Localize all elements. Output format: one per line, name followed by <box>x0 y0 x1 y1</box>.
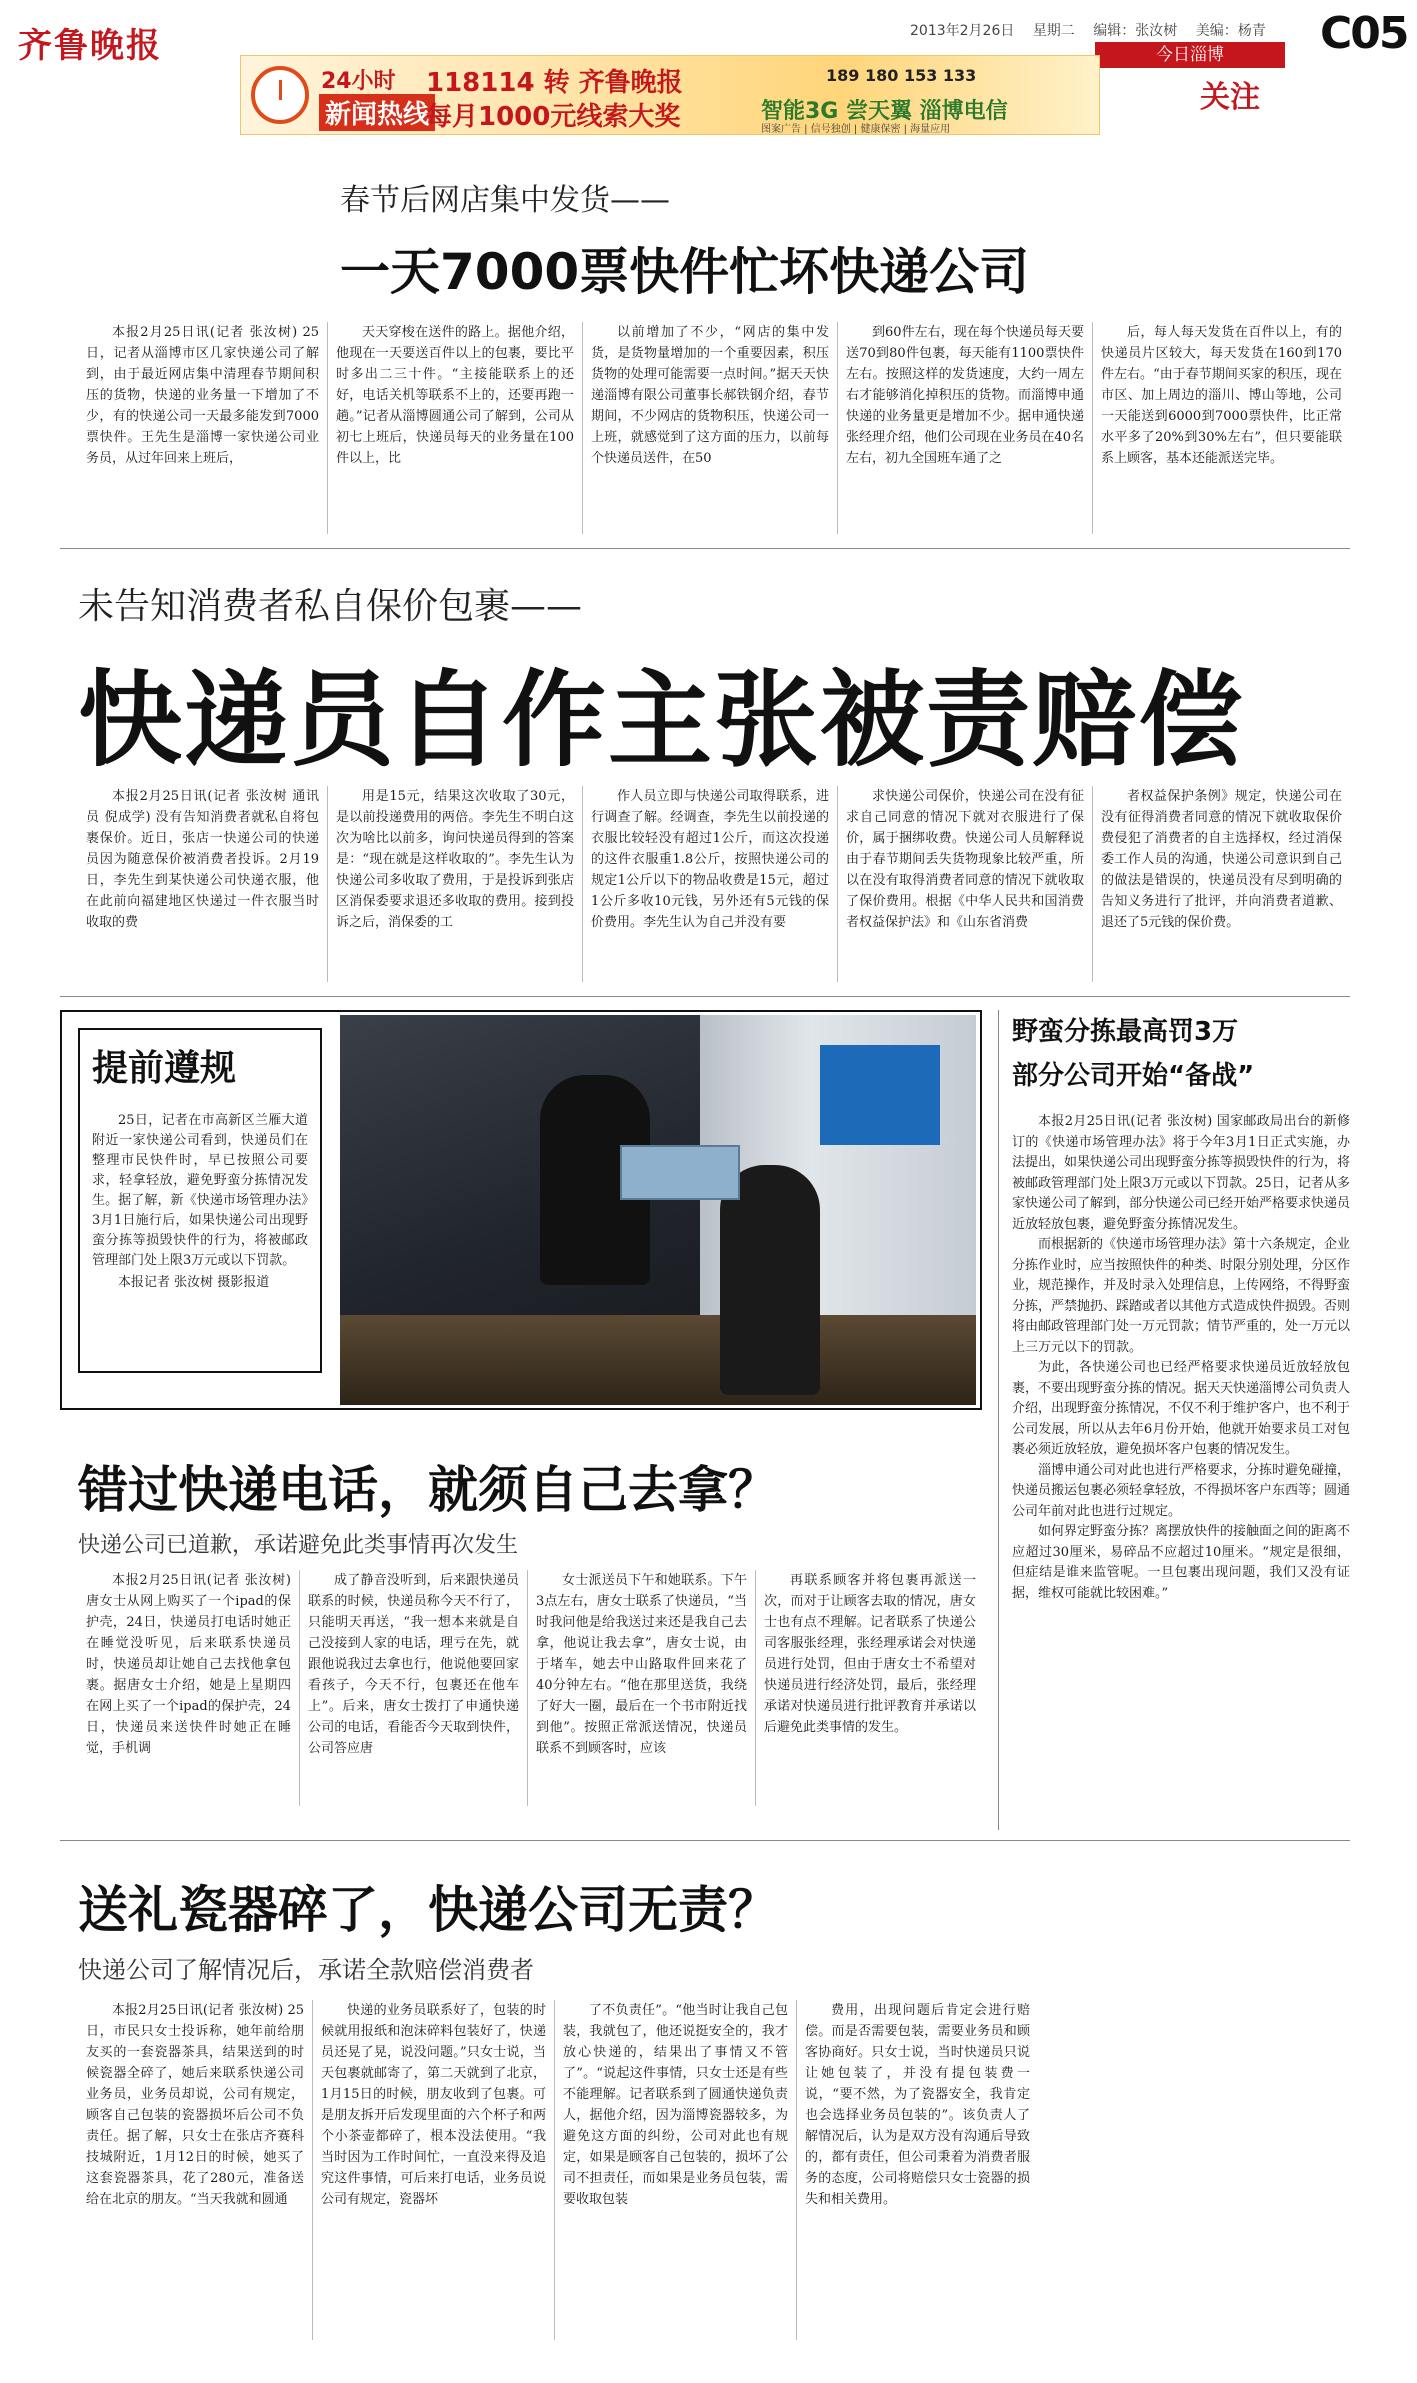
sidebar-paragraph: 如何界定野蛮分拣？离摆放快件的接触面之间的距离不应超过30厘米，易碎品不应超过10厘米。“规定是很细，但症结是谁来监管呢。一旦包裹出现问题，我们又没有证据，维权可能就比较困难。” <box>1012 1524 1351 1601</box>
alarm-clock-icon <box>251 66 309 124</box>
company-sign <box>820 1045 940 1145</box>
article1-column: 后，每人每天发货在百件以上，有的快递员片区较大，每天发货在160到170件左右。“由于春节期间买家的积压，现在市区、加上周边的淄川、博山等地，公司一天能送到6000到7000票快件，比正常水平多了20%到30%左右”，但只要能联系上顾客，基本还能派送完毕。 <box>1101 325 1342 466</box>
issue-date: 2013年2月26日 <box>910 23 1015 39</box>
photo-credit: 本报记者 张汝树 摄影报道 <box>118 1275 270 1290</box>
masthead <box>0 0 1417 135</box>
article1-column: 到60件左右，现在每个快递员每天要送70到80件包裹，每天能有1100票快件左右。按照这样的发货速度，大约一周左右才能够消化掉积压的货物。而淄博申通快递的业务量更是增加不少。据申通快递张经理介绍，他们公司现在业务员在40名左右，初九全国班车通了之 <box>838 322 1093 534</box>
article3-column: 再联系顾客并将包裹再派送一次，而对于让顾客去取的情况，唐女士也有点不理解。记者联系了快递公司客服张经理，张经理承诺会对快递员进行处罚，但由于唐女士不希望对快递员进行经济处罚，最后，张经理承诺对快递员进行批评教育并承诺以后避免此类事情的发生。 <box>764 1573 976 1735</box>
issue-weekday: 星期二 <box>1032 23 1075 39</box>
hotline-phones: 189 180 153 133 <box>826 66 977 85</box>
article3-column: 本报2月25日讯(记者 张汝树) 唐女士从网上购买了一个ipad的保护壳，24日，快递员打电话时她正在睡觉没听见，后来联系快递员时，快递员却让她自己去找他拿包裹。据唐女士介绍，她是上星期四在网上买了一个ipad的保护壳，24日，快递员来送快件时她正在睡觉，手机调 <box>78 1570 300 1806</box>
photo-caption: 25日，记者在市高新区兰雁大道附近一家快递公司看到，快递员们在整理市民快件时，早已按照公司要求，轻拿轻放，避免野蛮分拣情况发生。据了解，新《快递市场管理办法》3月1日施行后，如果快递公司出现野蛮分拣等损毁快件的行为，将被邮政管理部门处上限3万元或以下罚款。 <box>92 1113 308 1268</box>
article4-body <box>78 2000 1038 2340</box>
sidebar-body <box>1012 1112 1350 1604</box>
article1-headline: 一天7000票快件忙坏快递公司 <box>340 243 1030 301</box>
hotline-label-1: 24小时 <box>321 69 396 94</box>
article2-column: 者权益保护条例》规定，快递公司在没有征得消费者同意的情况下就收取保价费侵犯了消费者的自主选择权，经过消保委工作人员的沟通，快递公司意识到自己的做法是错误的，快递员没有尽到明确的告知义务进行了批评，并向消费者道歉、退还了5元钱的保价费。 <box>1101 789 1342 930</box>
article2-kicker: 未告知消费者私自保价包裹—— <box>78 586 583 627</box>
article2-headline: 快递员自作主张被责赔偿 <box>78 659 1245 781</box>
article1-kicker: 春节后网店集中发货—— <box>340 183 670 218</box>
divider <box>60 548 1350 549</box>
newspaper-logo: 齐鲁晚报 <box>18 26 162 66</box>
sidebar-paragraph: 而根据新的《快递市场管理办法》第十六条规定，企业分拣作业时，应当按照快件的种类、时限分别处理，分区作业，规范操作，并及时录入处理信息，上传网络，不得野蛮分拣，严禁抛扔、踩踏或者以其他方式造成快件损毁。否则将由邮政管理部门处一万元罚款；情节严重的，处一万元以上三万元以下的罚款。 <box>1012 1237 1351 1355</box>
photo-caption-box <box>78 1028 322 1373</box>
article1-column: 以前增加了不少，“网店的集中发货，是货物量增加的一个重要因素，积压货物的处理可能需要一点时间。”据天天快递淄博有限公司董事长郝铁钢介绍，春节期间，不少网店的货物积压，快递公司一上班，就感觉到了这方面的压力，以前每个快递员送件，在50 <box>583 322 838 534</box>
article4-column: 费用，出现问题后肯定会进行赔偿。而是否需要包装，需要业务员和顾客协商好。只女士说，当时快递员只说让她包装了，并没有提包装费一说，“要不然，为了瓷器安全，我肯定也会选择业务员包装的”。该负责人了解情况后，认为是双方没有沟通后导致的，都有责任，但公司秉着为消费者服务的态度，公司将赔偿只女士瓷器的损失和相关费用。 <box>805 2003 1030 2207</box>
section-subtitle: 关注 <box>1200 80 1260 115</box>
telecom-tagline: 图案广告 | 信号独创 | 健康保密 | 海量应用 <box>761 124 951 135</box>
article1-body <box>78 322 1350 534</box>
column-divider <box>998 1010 999 1830</box>
sidebar-paragraph: 本报2月25日讯(记者 张汝树) 国家邮政局出台的新修订的《快递市场管理办法》将于今年3月1日正式实施，办法提出，如果快递公司出现野蛮分拣等损毁快件的行为，将被邮政管理部门处上限3万元或以下罚款。25日，记者从多家快递公司了解到，部分快递公司已经开始严格要求快递员近放轻放包裹，避免野蛮分拣情况发生。 <box>1012 1114 1351 1232</box>
loading-floor <box>340 1315 976 1405</box>
article4-headline: 送礼瓷器碎了，快递公司无责？ <box>78 1881 778 1939</box>
article3-subhead: 快递公司已道歉，承诺避免此类事情再次发生 <box>78 1533 519 1558</box>
divider <box>60 1840 1350 1841</box>
sidebar-paragraph: 为此，各快递公司也已经严格要求快递员近放轻放包裹，不要出现野蛮分拣的情况。据天天快递淄博公司负责人介绍，出现野蛮分拣情况，不仅不利于维护客户，也不利于公司发展，所以从去年6月份开始，他就开始要求员工对包裹必须近放轻放，避免损坏客户包裹的情况发生。 <box>1012 1360 1351 1457</box>
article3-column: 女士派送员下午和她联系。下午3点左右，唐女士联系了快递员，“当时我问他是给我送过来还是我自己去拿，他说让我去拿”，唐女士说，由于堵车，她去中山路取件回来花了40分钟左右。“他在那里送货，我绕了好大一圈，最后在一个书市附近找到他”。按照正常派送情况，快递员联系不到顾客时，应该 <box>528 1570 756 1806</box>
article2-column: 作人员立即与快递公司取得联系，进行调查了解。经调查，李先生以前投递的衣服比较轻没有超过1公斤，而这次投递的这件衣服重1.8公斤，按照快递公司的规定1公斤以下的物品收费是15元，超过1公斤多收10元钱，另外还有5元钱的保价费用。李先生认为自己并没有要 <box>583 786 838 982</box>
article4-column: 快递的业务员联系好了，包装的时候就用报纸和泡沫碎料包装好了，快递员还晃了晃，说没问题。”只女士说，当天包裹就邮寄了，第二天就到了北京，1月15日的时候，朋友收到了包裹。可是朋友拆开后发现里面的六个杯子和两个小茶壶都碎了，根本没法使用。“我当时因为工作时间忙，一直没来得及追究这件事情，可后来打电话，业务员说公司有规定，瓷器坏 <box>313 2000 555 2340</box>
article4-column: 了不负责任”。“他当时让我自己包装，我就包了，他还说挺安全的，我才放心快递的，结果出了事情又不管了”。“说起这件事情，只女士还是有些不能理解。记者联系到了圆通快递负责人，据他介绍，因为淄博瓷器较多，为避免这方面的纠纷，公司对此也有规定，如果是顾客自己包装的，损坏了公司不担责任，而如果是业务员包装，需要收取包装 <box>555 2000 797 2340</box>
hotline-ad-banner <box>240 55 1100 135</box>
article4-subhead: 快递公司了解情况后，承诺全款赔偿消费者 <box>78 1956 534 1984</box>
article3-body <box>78 1570 984 1806</box>
sidebar-title-1: 野蛮分拣最高罚3万 <box>1012 1017 1239 1047</box>
designer-credit: 美编：杨青 <box>1195 23 1266 39</box>
news-photo <box>340 1015 976 1405</box>
prize-text: 每月1000元线索大奖 <box>426 102 681 132</box>
article2-body <box>78 786 1350 982</box>
article3-column: 成了静音没听到，后来跟快递员联系的时候，快递员称今天不行了，只能明天再送，“我一想本来就是自己没接到人家的电话，理亏在先，就跟他说我过去拿也行，他说他要回家看孩子，今天不行，包裹还在他车上”。后来，唐女士拨打了申通快递公司的电话，看能否今天取到快件，公司答应唐 <box>300 1570 528 1806</box>
article3-headline: 错过快递电话，就须自己去拿？ <box>78 1461 778 1519</box>
article1-column: 本报2月25日讯(记者 张汝树) 25日，记者从淄博市区几家快递公司了解到，由于最近网店集中清理春节期间积压的货物，快递的业务量一下增加了不少，有的快递公司一天最多能发到7000票快件。王先生是淄博一家快递公司业务员，从过年回来上班后， <box>78 322 328 534</box>
article2-column: 求快递公司保价，快递公司在没有征求自己同意的情况下就对衣服进行了保价，属于捆绑收费。快递公司人员解释说由于春节期间丢失货物现象比较严重，所以在没有取得消费者同意的情况下就收取了保价费用。根据《中华人民共和国消费者权益保护法》和《山东省消费 <box>838 786 1093 982</box>
section-tag: 今日淄博 <box>1095 42 1285 68</box>
sidebar-paragraph: 淄博申通公司对此也进行严格要求，分拣时避免碰撞，快递员搬运包裹必须轻拿轻放，不得损坏客户东西等；圆通公司年前对此也进行过规定。 <box>1012 1462 1351 1519</box>
divider <box>60 996 1350 997</box>
sidebar-article <box>1012 1010 1350 1830</box>
telecom-brand: 智能3G 尝天翼 淄博电信 <box>761 99 1008 124</box>
article1-column: 天天穿梭在送件的路上。据他介绍，他现在一天要送百件以上的包裹，要比平时多出二三十件。“主接能联系上的还好，电话关机等联系不上的，还要再跑一趟。”记者从淄博圆通公司了解到，公司从初七上班后，快递员每天的业务量在100件以上，比 <box>328 322 583 534</box>
page-number: C05 <box>1320 8 1408 59</box>
article2-column: 本报2月25日讯(记者 张汝树 通讯员 倪成学) 没有告知消费者就私自将包裹保价。近日，张店一快递公司的快递员因为随意保价被消费者投诉。2月19日，李先生到某快递公司快递衣服，他在此前向福建地区快递过一件衣服当时收取的费 <box>78 786 328 982</box>
dateline <box>910 20 1280 40</box>
parcel-box <box>620 1145 740 1200</box>
sidebar-title-2: 部分公司开始“备战” <box>1012 1061 1255 1091</box>
hotline-label-2: 新闻热线 <box>319 94 435 131</box>
photo-title: 提前遵规 <box>92 1048 237 1089</box>
editor-credit: 编辑：张汝树 <box>1093 23 1178 39</box>
article4-column: 本报2月25日讯(记者 张汝树) 25日，市民只女士投诉称，她年前给朋友买的一套瓷器茶具，结果送到的时候瓷器全碎了，她后来联系快递公司业务员，业务员却说，公司有规定，顾客自己包装的瓷器损坏后公司不负责任。据了解，只女士在张店齐赛科技城附近，1月12日的时候，她买了这套瓷器茶具，花了280元，准备送给在北京的朋友。“当天我就和圆通 <box>78 2000 313 2340</box>
article2-column: 用是15元，结果这次收取了30元，是以前投递费用的两倍。李先生不明白这次为啥比以前多，询问快递员得到的答案是：“现在就是这样收取的”。李先生认为快递公司多收取了费用，于是投诉到张店区消保委要求退还多收取的费用。接到投诉之后，消保委的工 <box>328 786 583 982</box>
hotline-number: 118114 转 齐鲁晚报 <box>426 68 683 98</box>
